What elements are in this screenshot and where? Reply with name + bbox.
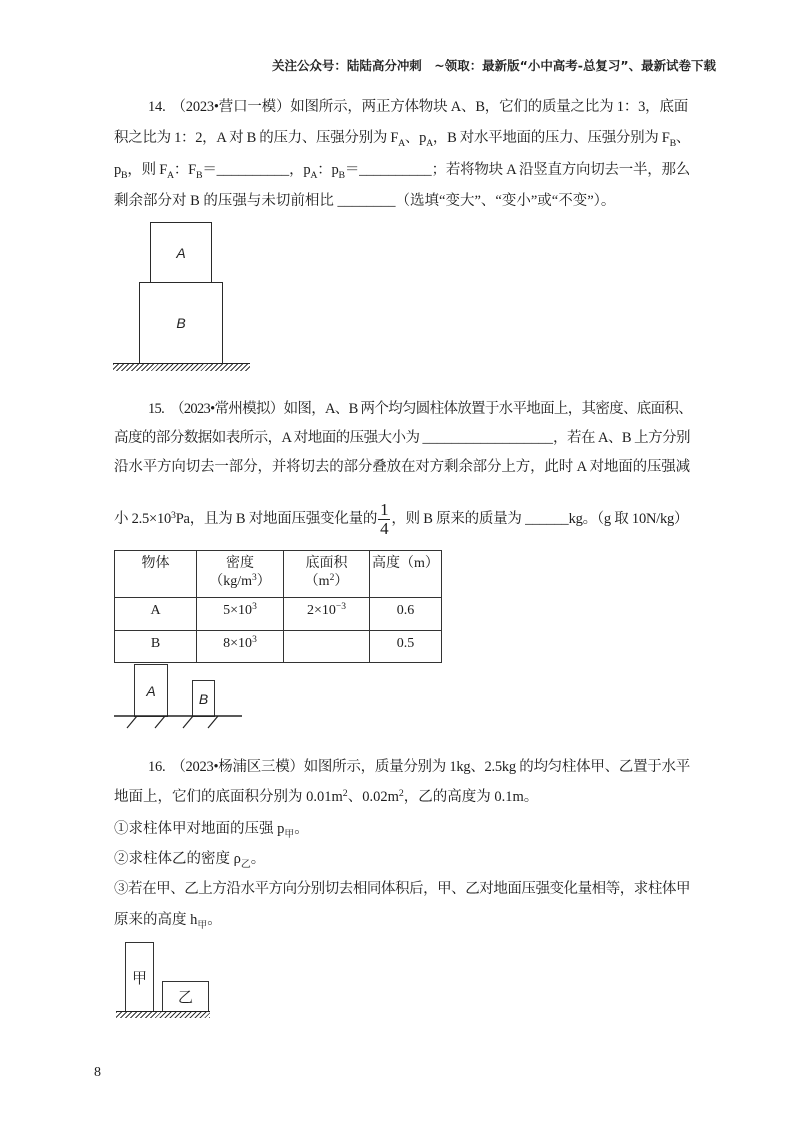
table-cell-object [115,631,197,663]
text-run: （2023•常州模拟）如图，A、B 两个均匀圆柱体放置于水平地面上，其密度、底面积、 [170,401,692,417]
fraction [378,502,390,537]
text-run: （kg/m [209,574,252,589]
superscript: 3 [252,602,257,613]
answer-blank: __________ [359,162,432,178]
text-run: ） [334,574,349,589]
text-run: 高度（m） [372,556,439,571]
text-run: ，则 B 原来的质量为 [391,511,526,527]
cube-a-label: A [176,244,186,261]
table-header-density [197,551,284,598]
question-number: 15. [148,401,165,417]
page-number: 8 [94,1065,101,1080]
text-run: ，乙的高度为 0.1m。 [403,789,539,805]
table-row [115,598,442,631]
text-run: ；若将物块 A 沿竖直方向切去一半，那么 [431,162,691,178]
text-run: kg。（g 取 10N/kg） [568,511,689,527]
q16-subquestion-3 [114,879,690,899]
text-run: 、p [404,130,427,146]
table-header-line [117,555,194,573]
cylinder-a [134,664,168,717]
subscript: B [338,169,345,181]
text-run: 小 2.5×10 [114,511,172,527]
superscript: 2 [398,788,404,800]
table-header-object [115,551,197,598]
table-header-line [286,555,367,573]
table-header-row [115,551,442,598]
text-run: Pa，且为 B 对地面压强变化量的 [175,511,378,527]
table-cell-base-area [284,631,370,663]
q14-line-1-text [172,99,689,115]
column-jia [125,942,154,1012]
answer-blank: __________________ [422,430,554,446]
table-header-unit [199,573,281,591]
text-run: （m [304,574,330,589]
text-run: 8×10 [223,636,253,651]
column-jia-label: 甲 [131,968,147,987]
text-run: 密度 [226,556,254,571]
text-run: 剩余部分对 B 的压强与未切前相比 [114,193,338,209]
text-run: 原来的高度 h [114,912,198,928]
q15-line-3 [114,457,690,477]
hatch-mark [208,716,218,728]
text-run: 、 [675,130,691,146]
fraction-denominator: 4 [380,519,389,539]
column-yi-label: 乙 [177,988,193,1006]
question-number: 16. [148,759,166,775]
answer-blank: ______ [525,511,569,527]
superscript: 3 [252,573,257,584]
text-run: 0.6 [396,603,415,618]
q16-subquestion-2 [114,849,265,869]
text-run: ） [256,574,271,589]
ground-hatch [116,1011,210,1018]
hatch-mark [127,716,137,728]
subscript: B [196,169,203,181]
q15-line-1 [148,399,692,419]
q16-line-2 [114,787,538,807]
text-run: ＝ [344,162,360,178]
q15-line-4 [114,501,688,537]
column-yi [162,981,209,1012]
text-run: ③若在甲、乙上方沿水平方向分别切去相同体积后，甲、乙对地面压强变化量相等，求柱体甲 [114,881,690,897]
superscript: 2 [329,573,335,584]
subscript: A [426,137,433,149]
text-run: （2023•营口一模）如图所示，两正方体物块 A、B，它们的质量之比为 1：3，底面 [171,99,689,115]
superscript: 3 [171,510,176,522]
ground-line [110,712,250,732]
text-run: （选填“变大”、“变小”或“不变”）。 [395,193,616,209]
table-header-height [370,551,442,598]
table-header-unit [286,573,367,591]
answer-blank: __________ [216,162,290,178]
answer-blank: ________ [337,193,396,209]
table-header-base-area [284,551,370,598]
text-run: ②求柱体乙的密度 ρ [114,851,241,867]
text-run: ＝ [202,162,217,178]
text-run: 2×10 [306,603,336,618]
text-run: 高度的部分数据如表所示，A 对地面的压强大小为 [114,430,423,446]
text-run: ，若在 A、B 上方分别 [553,430,690,446]
text-run: ，B 对水平地面的压力、压强分别为 F [432,130,670,146]
table-header-line [199,555,281,573]
q16-line-1-text [171,759,690,775]
hatch-mark [155,716,165,728]
text-run: ，p [289,162,311,178]
q15-line-2 [114,428,690,448]
text-run: 积之比为 1：2，A 对 B 的压力、压强分别为 F [114,130,399,146]
text-run: 。 [250,851,266,867]
q16-subquestion-1 [114,819,309,839]
text-run: ：p [317,162,339,178]
text-run: ：F [173,162,196,178]
cube-a [150,222,212,283]
q14-line-2 [114,128,690,148]
text-run: 5×10 [223,603,253,618]
text-run: 沿水平方向切去一部分，并将切去的部分叠放在对方剩余部分上方，此时 A 对地面的压强减 [114,459,690,475]
text-run: ①求柱体甲对地面的压强 p [114,821,285,837]
text-run: 0.5 [396,636,415,651]
table-row [115,631,442,663]
table-cell-object [115,598,197,631]
q16-subquestion-3-continued [114,910,222,930]
superscript: −3 [335,602,347,613]
text-run: 地面上，它们的底面积分别为 0.01m [114,789,343,805]
q14-line-3 [114,160,690,180]
text-run: 。 [294,821,309,837]
table-cell-density [197,598,284,631]
superscript: 2 [342,788,348,800]
subscript: 乙 [240,858,251,870]
table-header-line [372,555,439,573]
subscript: B [121,169,128,181]
text-run: （2023•杨浦区三模）如图所示，质量分别为 1kg、2.5kg 的均匀柱体甲、乙置于水平 [171,759,691,775]
text-run: A [150,603,161,618]
q15-data-table [114,550,442,663]
q16-line-1 [148,757,690,777]
subscript: 甲 [197,919,208,931]
q14-line-4 [114,191,615,211]
subscript: A [398,137,405,149]
text-run: B [150,636,161,651]
fraction-numerator: 1 [380,500,389,520]
text-run: 物体 [141,556,170,571]
table-cell-density [197,631,284,663]
hatch-mark [183,716,193,728]
q15-line-1-text [170,401,692,417]
text-run: 、0.02m [347,789,399,805]
subscript: 甲 [284,828,295,840]
cube-b-label: B [176,315,186,331]
question-number: 14. [148,99,166,115]
table-cell-base-area [284,598,370,631]
table-cell-height [370,631,442,663]
subscript: A [310,169,318,181]
text-run: 。 [207,912,222,928]
cylinder-b-label: B [198,690,209,707]
subscript: A [167,169,174,181]
table-cell-height [370,598,442,631]
cube-b [139,282,223,364]
header-promo-text: 关注公众号：陆陆高分冲刺 ~领取：最新版“小中高考-总复习”、最新试卷下载 [271,58,716,73]
text-run: p [114,162,122,178]
cylinder-a-label: A [146,682,156,699]
text-run: 底面积 [305,556,348,571]
subscript: B [669,137,676,149]
text-run: ，则 F [127,162,168,178]
superscript: 3 [252,635,257,646]
q14-line-1 [148,97,688,117]
ground-hatch [113,363,250,371]
